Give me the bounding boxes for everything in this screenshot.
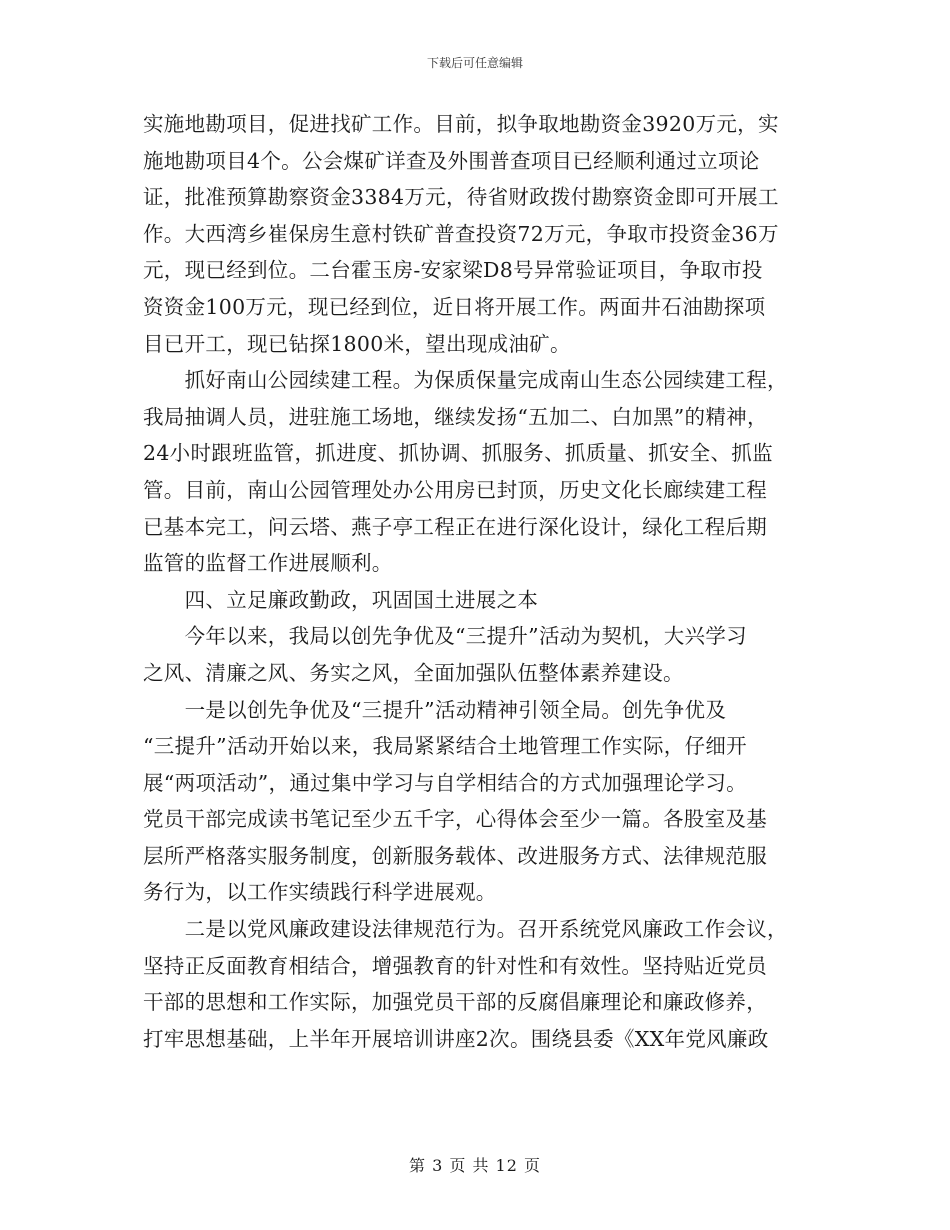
- text-line: 实施地勘项目，促进找矿工作。目前，拟争取地勘资金3920万元，实: [143, 112, 779, 136]
- text-line: 管。目前，南山公园管理处办公用房已封顶，历史文化长廊续建工程: [143, 477, 767, 502]
- page-footer: 第 3 页 共 12 页: [409, 1156, 541, 1175]
- text-line: 抓好南山公园续建工程。为保质保量完成南山生态公园续建工程，: [143, 368, 788, 393]
- text-line: 打牢思想基础，上半年开展培训讲座2次。围绕县委《XX年党风廉政: [143, 1026, 769, 1051]
- text-line: 已基本完工，问云塔、燕子亭工程正在进行深化设计，绿化工程后期: [143, 514, 767, 539]
- text-line: 元，现已经到位。二台霍玉房-安家梁D8号异常验证项目，争取市投: [143, 258, 763, 283]
- text-line: 坚持正反面教育相结合，增强教育的针对性和有效性。坚持贴近党员: [143, 953, 767, 978]
- text-line: 一是以创先争优及“三提升”活动精神引领全局。创先争优及: [143, 697, 727, 722]
- text-line: 施地勘项目4个。公会煤矿详查及外围普查项目已经顺利通过立项论: [143, 148, 760, 173]
- text-line: 24小时跟班监管，抓进度、抓协调、抓服务、抓质量、抓安全、抓监: [143, 441, 773, 466]
- text-line: 资资金100万元，现已经到位，近日将开展工作。两面井石油勘探项: [143, 294, 766, 319]
- document-body: [143, 106, 807, 1057]
- text-line: 作。大西湾乡崔保房生意村铁矿普查投资72万元，争取市投资金36万: [143, 221, 779, 246]
- text-line: 干部的思想和工作实际，加强党员干部的反腐倡廉理论和廉政修养，: [143, 990, 767, 1015]
- page-header: 下载后可任意编辑: [426, 56, 523, 70]
- text-line: 监管的监督工作进展顺利。: [143, 551, 393, 576]
- section-heading: 四、立足廉政勤政，巩固国土进展之本: [143, 587, 539, 612]
- text-line: 展“两项活动”，通过集中学习与自学相结合的方式加强理论学习。: [143, 770, 747, 795]
- text-line: 目已开工，现已钻探1800米，望出现成油矿。: [143, 331, 571, 356]
- text-line: 层所严格落实服务制度，创新服务载体、改进服务方式、法律规范服: [143, 843, 767, 868]
- text-line: 党员干部完成读书笔记至少五千字，心得体会至少一篇。各股室及基: [143, 807, 767, 832]
- text-line: 我局抽调人员，进驻施工场地，继续发扬“五加二、白加黑”的精神，: [143, 404, 768, 429]
- text-line: “三提升”活动开始以来，我局紧紧结合土地管理工作实际，仔细开: [143, 734, 747, 759]
- text-line: 务行为，以工作实绩践行科学进展观。: [143, 880, 497, 905]
- text-line: 今年以来，我局以创先争优及“三提升”活动为契机，大兴学习: [143, 624, 747, 649]
- text-line: 证，批准预算勘察资金3384万元，待省财政拨付勘察资金即可开展工: [143, 185, 779, 210]
- text-line: 之风、清廉之风、务实之风，全面加强队伍整体素养建设。: [143, 660, 684, 685]
- text-line: 二是以党风廉政建设法律规范行为。召开系统党风廉政工作会议，: [143, 917, 788, 942]
